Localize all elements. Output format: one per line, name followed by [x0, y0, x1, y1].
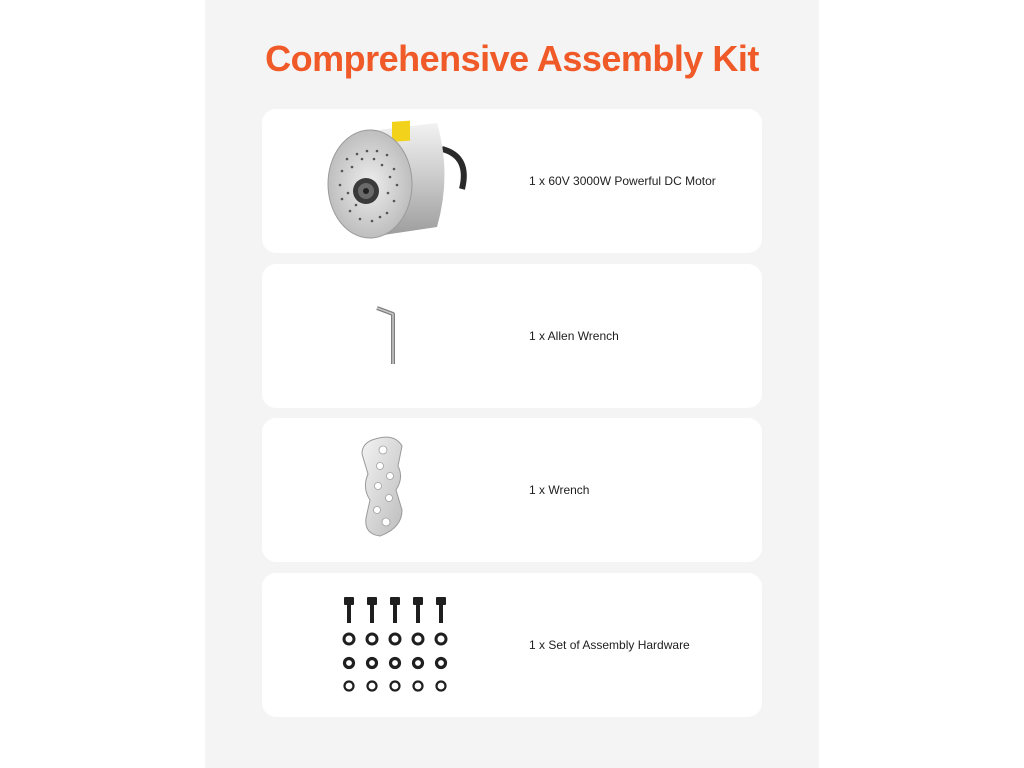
kit-item-label: 1 x Wrench — [529, 483, 590, 497]
kit-item-allen-wrench — [262, 264, 762, 408]
kit-item-wrench — [262, 418, 762, 562]
kit-panel — [205, 0, 819, 768]
kit-item-label: 1 x Set of Assembly Hardware — [529, 638, 690, 652]
page-title: Comprehensive Assembly Kit — [265, 38, 759, 79]
kit-item-motor — [262, 109, 762, 253]
wrench-icon — [262, 418, 530, 562]
allen-wrench-icon — [262, 264, 530, 408]
dc-motor-icon — [262, 109, 530, 253]
hardware-set-icon — [262, 573, 530, 717]
kit-item-label: 1 x Allen Wrench — [529, 329, 619, 343]
kit-item-label: 1 x 60V 3000W Powerful DC Motor — [529, 174, 716, 188]
kit-item-hardware — [262, 573, 762, 717]
